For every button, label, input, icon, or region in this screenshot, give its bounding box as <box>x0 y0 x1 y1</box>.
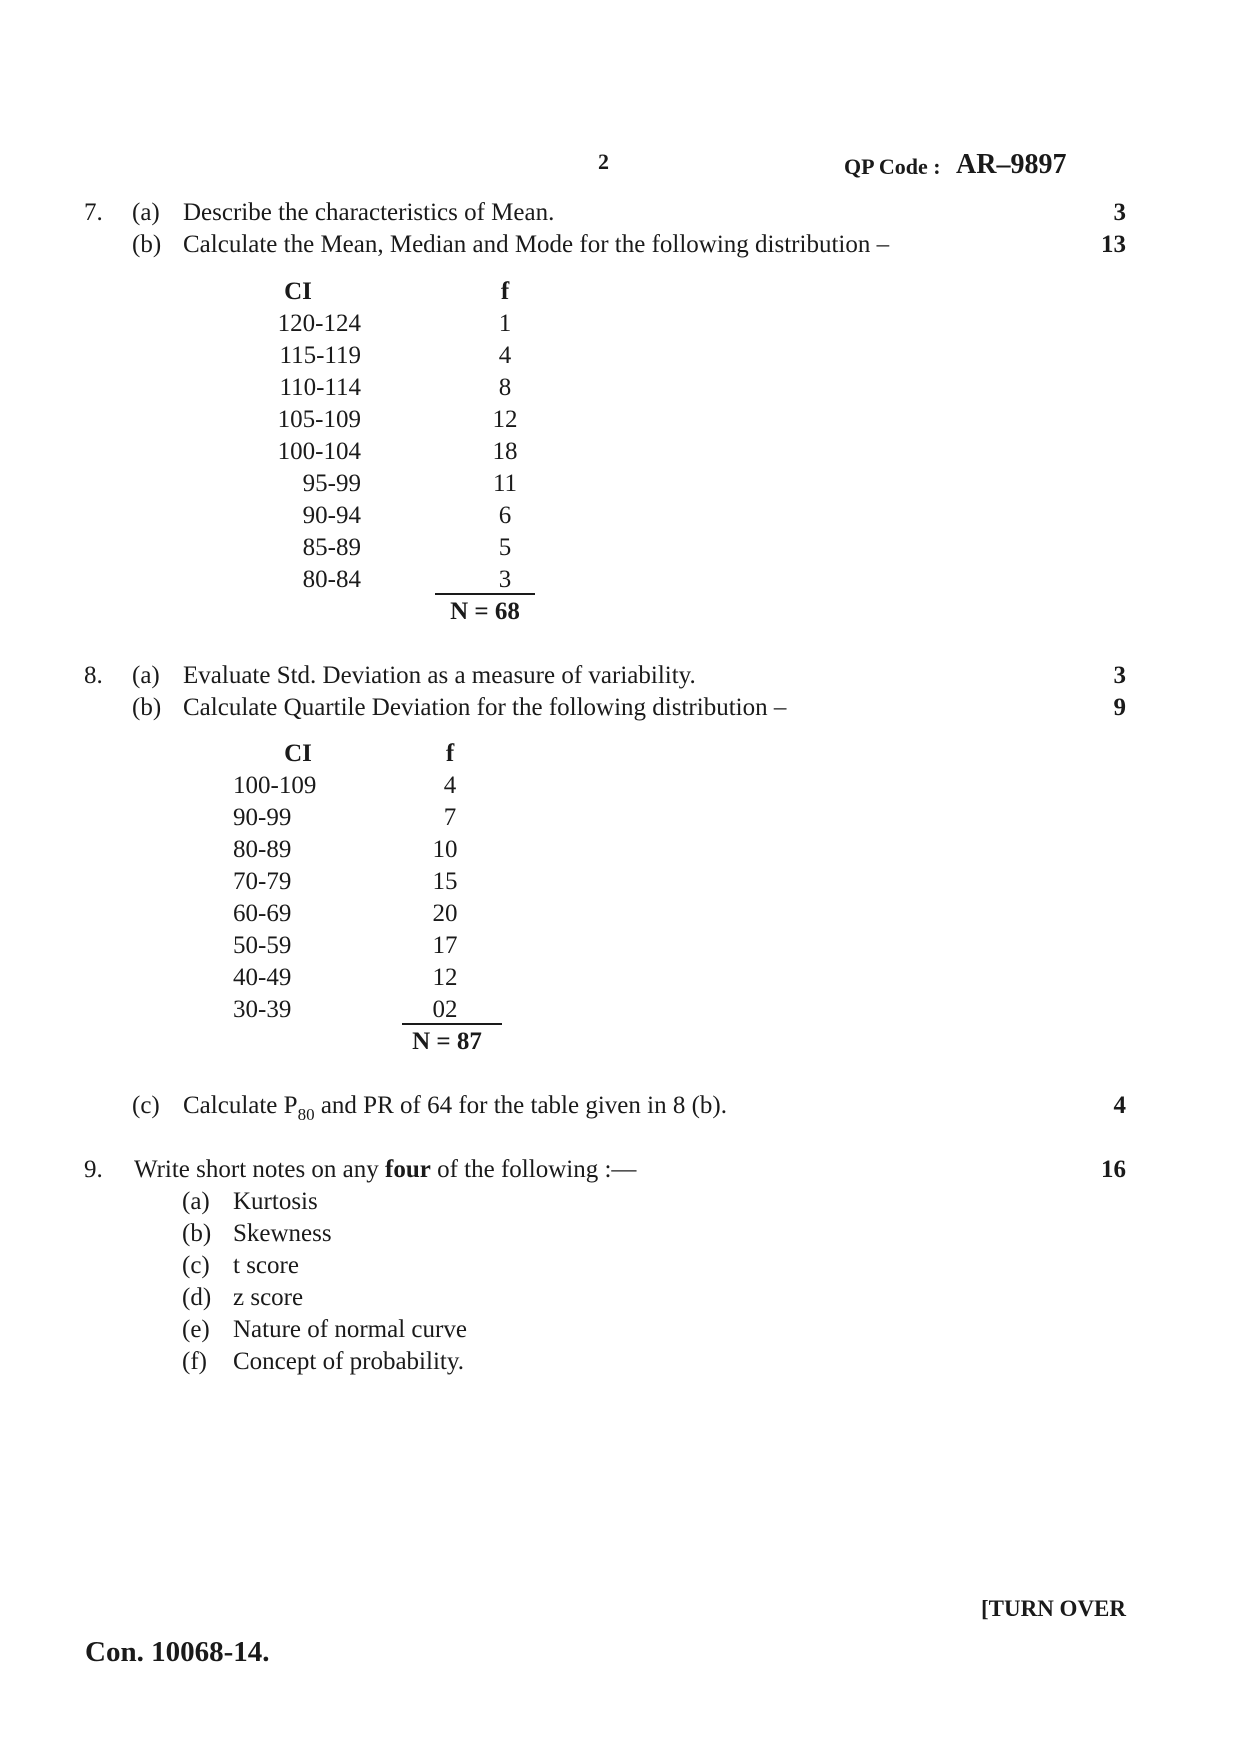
q8a-text: Evaluate Std. Deviation as a measure of variability. <box>183 662 696 689</box>
table-row-ci: 120-124 <box>277 310 361 337</box>
q7-total-rule <box>435 593 535 595</box>
table-row-f: 4 <box>498 342 512 369</box>
table-row-ci: 100-104 <box>277 438 361 465</box>
table-row-f: 5 <box>498 534 512 561</box>
q8c-text-start: Calculate P <box>183 1092 298 1119</box>
q9-item-label: (e) <box>182 1316 210 1343</box>
q7-total: N = 68 <box>450 598 520 625</box>
table-row-ci: 30-39 <box>233 996 292 1023</box>
table-row-f: 4 <box>443 772 457 799</box>
table-row-ci: 110-114 <box>279 374 361 401</box>
q8c-subscript: 80 <box>297 1105 315 1124</box>
table-row-f: 11 <box>492 470 518 497</box>
q9-item-text: Nature of normal curve <box>233 1316 467 1343</box>
q9-item-label: (c) <box>182 1252 210 1279</box>
q7a-label: (a) <box>132 199 160 226</box>
q9-item-text: Concept of probability. <box>233 1348 464 1375</box>
table-row-f: 12 <box>432 964 458 991</box>
q8b-label: (b) <box>132 694 162 721</box>
q7a-text: Describe the characteristics of Mean. <box>183 199 555 226</box>
q9-item-text: Skewness <box>233 1220 332 1247</box>
q9-intro <box>134 1157 636 1182</box>
q7-number: 7. <box>84 199 103 226</box>
q8c-text <box>183 1092 727 1124</box>
q8b-marks: 9 <box>1113 694 1126 721</box>
table-row-f: 20 <box>432 900 458 927</box>
table-row-ci: 40-49 <box>233 964 292 991</box>
q7-col-f: f <box>500 278 510 305</box>
table-row-ci: 115-119 <box>279 342 361 369</box>
q7a-marks: 3 <box>1113 199 1126 226</box>
q8-total-rule <box>402 1023 502 1025</box>
table-row-f: 1 <box>498 310 512 337</box>
con-code: Con. 10068-14. <box>85 1636 270 1668</box>
table-row-ci: 50-59 <box>233 932 292 959</box>
q8c-label: (c) <box>132 1092 160 1119</box>
table-row-f: 02 <box>432 996 458 1023</box>
q8b-text: Calculate Quartile Deviation for the following distribution – <box>183 694 787 721</box>
table-row-ci: 85-89 <box>302 534 361 561</box>
page-number: 2 <box>598 149 609 174</box>
table-row-ci: 105-109 <box>277 406 361 433</box>
table-row-f: 8 <box>498 374 512 401</box>
table-row-ci: 80-84 <box>302 566 361 593</box>
turn-over-note: [TURN OVER <box>980 1596 1126 1621</box>
q9-marks: 16 <box>1101 1156 1126 1183</box>
q7b-text: Calculate the Mean, Median and Mode for the following distribution – <box>183 231 890 258</box>
q9-item-label: (d) <box>182 1284 212 1311</box>
q7b-marks: 13 <box>1101 231 1126 258</box>
q8a-label: (a) <box>132 662 160 689</box>
table-row-ci: 90-99 <box>233 804 292 831</box>
table-row-ci: 80-89 <box>233 836 292 863</box>
table-row-ci: 60-69 <box>233 900 292 927</box>
table-row-f: 17 <box>432 932 458 959</box>
table-row-ci: 70-79 <box>233 868 292 895</box>
q8c-marks: 4 <box>1113 1092 1126 1119</box>
q8-total: N = 87 <box>412 1028 482 1055</box>
q9-item-text: t score <box>233 1252 299 1279</box>
q7b-label: (b) <box>132 231 162 258</box>
table-row-f: 3 <box>498 566 512 593</box>
q8-number: 8. <box>84 662 103 689</box>
q9-intro-end: of the following :— <box>430 1156 637 1183</box>
table-row-ci: 100-109 <box>233 772 317 799</box>
q8a-marks: 3 <box>1113 662 1126 689</box>
table-row-f: 10 <box>432 836 458 863</box>
qp-code-value: AR–9897 <box>956 149 1067 180</box>
q9-number: 9. <box>84 1156 103 1183</box>
q8c-text-end: and PR of 64 for the table given in 8 (b). <box>314 1092 727 1119</box>
table-row-f: 7 <box>443 804 457 831</box>
table-row-f: 12 <box>492 406 518 433</box>
table-row-ci: 90-94 <box>302 502 361 529</box>
q9-item-text: Kurtosis <box>233 1188 318 1215</box>
qp-code-label: QP Code : <box>844 154 941 179</box>
q7-col-ci: CI <box>284 278 312 305</box>
table-row-f: 18 <box>492 438 518 465</box>
q9-item-text: z score <box>233 1284 304 1311</box>
q9-item-label: (f) <box>182 1348 207 1375</box>
q8-col-ci: CI <box>284 740 312 767</box>
table-row-f: 15 <box>432 868 458 895</box>
q9-intro-start: Write short notes on any <box>134 1156 386 1183</box>
q9-intro-emphasis: four <box>385 1156 431 1183</box>
q9-item-label: (b) <box>182 1220 212 1247</box>
table-row-ci: 95-99 <box>302 470 361 497</box>
table-row-f: 6 <box>498 502 512 529</box>
q9-item-label: (a) <box>182 1188 210 1215</box>
q8-col-f: f <box>445 740 455 767</box>
